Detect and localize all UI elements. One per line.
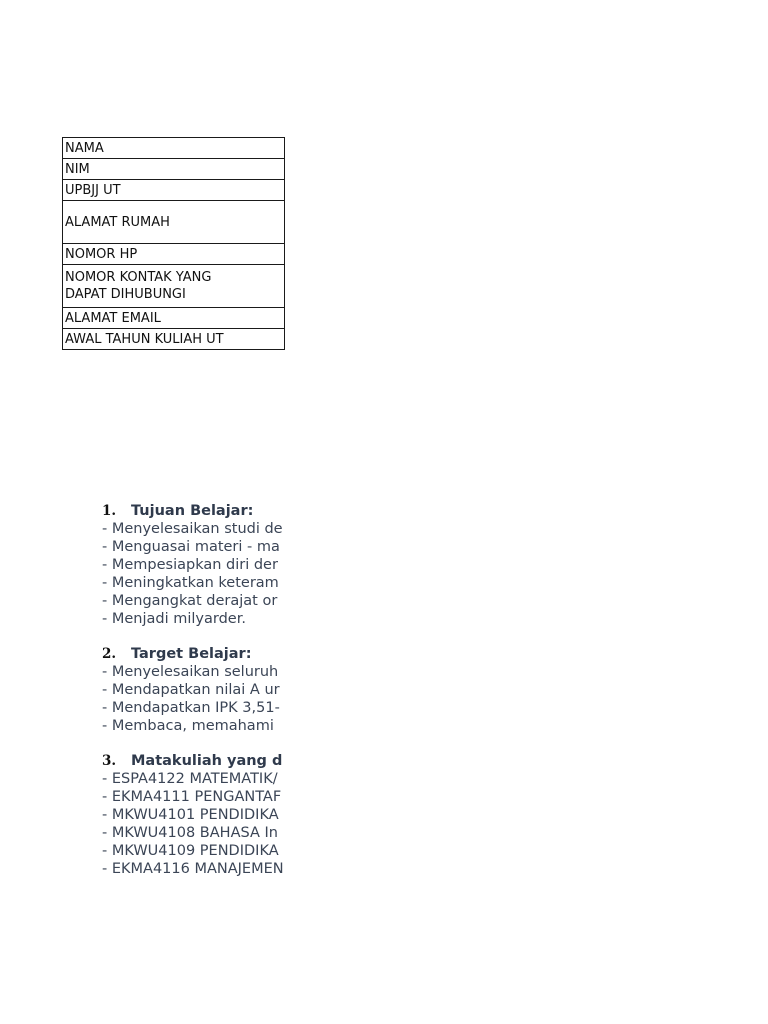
list-item: - EKMA4116 MANAJEMEN [102, 861, 284, 877]
label-awal-tahun-kuliah: AWAL TAHUN KULIAH UT [63, 329, 285, 350]
section-title: Matakuliah yang d [131, 753, 283, 769]
section-number: 2. [102, 646, 117, 662]
table-row [63, 265, 285, 308]
label-nomor-kontak: NOMOR KONTAK YANG DAPAT DIHUBUNGI [63, 265, 285, 308]
list-item: - Menjadi milyarder. [102, 611, 246, 627]
list-item: - Membaca, memahami [102, 718, 274, 734]
table-row [63, 308, 285, 329]
section-target-belajar [102, 645, 285, 735]
section-heading [102, 645, 285, 663]
section-number: 1. [102, 503, 117, 519]
list-item: - Menguasai materi - ma [102, 539, 280, 555]
table-row [63, 159, 285, 180]
list-item: - MKWU4101 PENDIDIKA [102, 807, 279, 823]
list-item: - MKWU4109 PENDIDIKA [102, 843, 279, 859]
section-tujuan-belajar [102, 502, 285, 628]
section-title: Tujuan Belajar: [131, 503, 254, 519]
section-heading [102, 502, 285, 520]
table-row [63, 138, 285, 159]
table-row [63, 244, 285, 265]
label-nama: NAMA [63, 138, 285, 159]
study-plan [102, 502, 285, 878]
table-row [63, 180, 285, 201]
list-item: - Mendapatkan IPK 3,51- [102, 700, 280, 716]
list-item: - Menyelesaikan studi de [102, 521, 283, 537]
section-title: Target Belajar: [131, 646, 252, 662]
label-upbjj: UPBJJ UT [63, 180, 285, 201]
student-identity-table [62, 137, 285, 350]
list-item: - EKMA4111 PENGANTAF [102, 789, 282, 805]
table-row [63, 201, 285, 244]
list-item: - Mendapatkan nilai A ur [102, 682, 280, 698]
label-alamat-email: ALAMAT EMAIL [63, 308, 285, 329]
label-nim: NIM [63, 159, 285, 180]
list-item: - Menyelesaikan seluruh [102, 664, 279, 680]
list-item: - Mempesiapkan diri der [102, 557, 278, 573]
list-item: - ESPA4122 MATEMATIK/ [102, 771, 278, 787]
label-alamat-rumah: ALAMAT RUMAH [63, 201, 285, 244]
table-row [63, 329, 285, 350]
label-nomor-hp: NOMOR HP [63, 244, 285, 265]
section-matakuliah [102, 752, 285, 878]
list-item: - MKWU4108 BAHASA In [102, 825, 278, 841]
list-item: - Meningkatkan keteram [102, 575, 279, 591]
list-item: - Mengangkat derajat or [102, 593, 278, 609]
section-number: 3. [102, 753, 117, 769]
section-heading [102, 752, 285, 770]
